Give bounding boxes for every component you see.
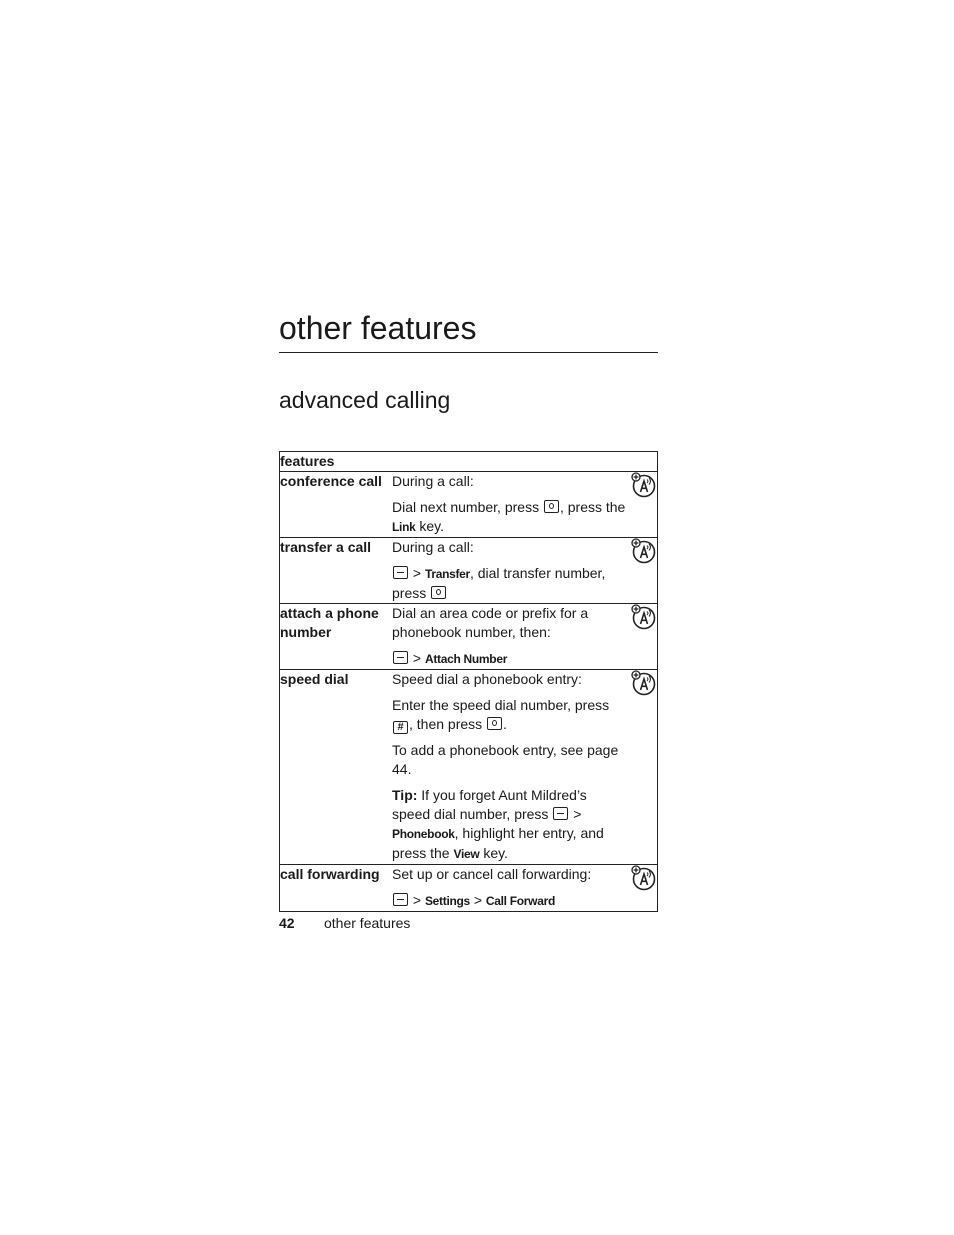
description-line: Enter the speed dial number, press # , then press . (392, 697, 610, 733)
description-line: To add a phonebook entry, see page 44. (392, 742, 619, 777)
feature-name: attach a phone number (280, 604, 393, 670)
tip-line: Tip: If you forget Aunt Mildred’s speed dial number, press > Phonebook, highlight her entry, and press the View key. (392, 787, 604, 861)
menu-key-icon (393, 651, 408, 664)
description-line: Dial an area code or prefix for a phonebook number, then: (392, 605, 589, 640)
table-row (280, 865, 658, 912)
send-key-icon (431, 586, 446, 599)
description-line: Speed dial a phonebook entry: (392, 671, 582, 687)
features-table (279, 451, 658, 912)
menu-option: Link (392, 520, 416, 534)
table-row (280, 538, 658, 604)
footer-section: other features (324, 915, 411, 931)
menu-key-icon (393, 566, 408, 579)
feature-name: transfer a call (280, 538, 393, 604)
feature-name: call forwarding (280, 865, 393, 912)
description-line: Dial next number, press , press the Link key. (392, 499, 626, 534)
table-row (280, 604, 658, 670)
table-row (280, 670, 658, 865)
section-title: advanced calling (279, 387, 451, 413)
menu-option: Phonebook (392, 827, 455, 841)
description-line: During a call: (392, 473, 474, 489)
feature-name: speed dial (280, 670, 393, 865)
table-row (280, 472, 658, 538)
menu-key-icon (553, 807, 568, 820)
network-dependent-feature-icon (631, 670, 657, 696)
menu-option: View (453, 847, 480, 861)
network-dependent-feature-icon (631, 604, 657, 630)
feature-name: conference call (280, 472, 393, 538)
feature-description (392, 670, 627, 865)
send-key-icon (487, 717, 502, 730)
description-line: During a call: (392, 539, 474, 555)
page-title: other features (279, 306, 658, 353)
menu-option: Attach Number (424, 652, 508, 666)
feature-description (392, 865, 627, 912)
feature-description (392, 538, 627, 604)
menu-key-icon (393, 893, 408, 906)
feature-description (392, 604, 627, 670)
page-footer (279, 913, 410, 933)
menu-option: Settings (424, 894, 470, 908)
description-line: > Transfer, dial transfer number, press (392, 565, 606, 601)
menu-option: Call Forward (485, 894, 555, 908)
network-dependent-feature-icon (631, 865, 657, 891)
description-line: > Settings > Call Forward (392, 891, 627, 911)
menu-option: Transfer (424, 567, 470, 581)
description-line: Set up or cancel call forwarding: (392, 866, 592, 882)
feature-description (392, 472, 627, 538)
description-line: > Attach Number (392, 649, 627, 669)
tip-label: Tip: (392, 787, 418, 803)
table-header: features (280, 452, 658, 472)
send-key-icon (544, 500, 559, 513)
network-dependent-feature-icon (631, 538, 657, 564)
page-number: 42 (279, 915, 295, 931)
pound-key-icon: # (393, 721, 408, 734)
network-dependent-feature-icon (631, 472, 657, 498)
